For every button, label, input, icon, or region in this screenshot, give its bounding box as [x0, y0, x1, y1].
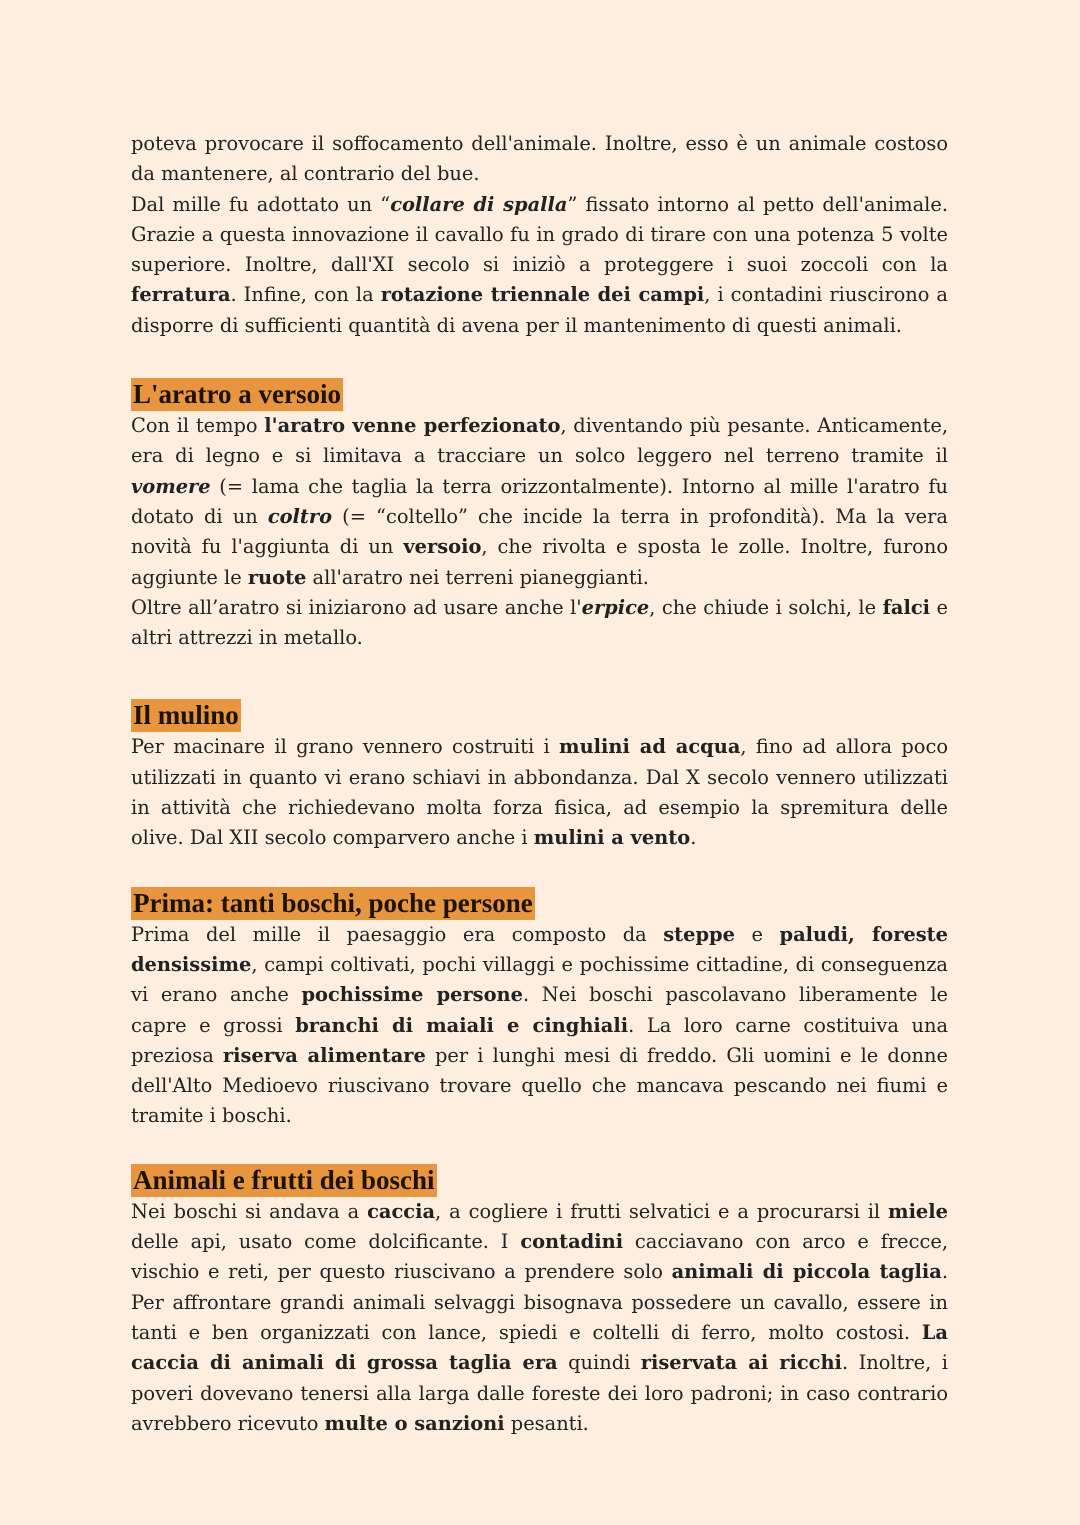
aratro-paragraph-2: Oltre all’aratro si iniziarono ad usare anche l'erpice, che chiude i solchi, le falci e altri attrezzi in metallo. [131, 595, 948, 650]
aratro-paragraph-1: Con il tempo l'aratro venne perfezionato, diventando più pesante. Anticamente, era di legno e si limitava a tracciare un solco leggero nel terreno tramite il vomere (= lama che taglia la terra orizzontalmente). Intorno al mille l'aratro fu dotato di un coltro (= “coltello” che incide la terra in profondità). Ma la vera novità fu l'aggiunta di un versoio, che rivolta e sposta le zolle. Inoltre, furono aggiunte le ruote all'aratro nei terreni pianeggianti. [131, 414, 948, 589]
animali-paragraph: Nei boschi si andava a caccia, a cogliere i frutti selvatici e a procurarsi il miele delle api, usato come dolcificante. I contadini cacciavano con arco e frecce, vischio e reti, per questo riuscivano a prendere solo animali di piccola taglia. Per affrontare grandi animali selvaggi bisognava possedere un cavallo, essere in tanti e ben organizzati con lance, spiedi e coltelli di ferro, molto costosi. La caccia di animali di grossa taglia era quindi riservata ai ricchi. Inoltre, i poveri dovevano tenersi alla larga dalle foreste dei loro padroni; in caso contrario avrebbero ricevuto multe o sanzioni pesanti. [131, 1199, 949, 1435]
erpice-term: erpice [581, 595, 650, 619]
coltro-term: coltro [267, 504, 333, 528]
intro-paragraph-1: poteva provocare il soffocamento dell'animale. Inoltre, esso è un animale costoso da mantenere, al contrario del bue. [131, 132, 948, 186]
document-page [131, 129, 948, 1439]
section-heading-aratro: L'aratro a versoio [133, 379, 341, 410]
intro-paragraph-2: Dal mille fu adottato un “collare di spalla” fissato intorno al petto dell'animale. Grazie a questa innovazione il cavallo fu in grado di tirare con una potenza 5 volte superiore. Inoltre, dall'XI secolo si iniziò a proteggere i suoi zoccoli con la ferratura. Infine, con la rotazione triennale dei campi, i contadini riuscirono a disporre di sufficienti quantità di avena per il mantenimento di questi animali. [131, 192, 948, 337]
rotazione-term: rotazione triennale dei campi [380, 283, 705, 307]
prima-paragraph: Prima del mille il paesaggio era composto da steppe e paludi, foreste densissime, campi coltivati, pochi villaggi e pochissime cittadine, di conseguenza vi erano anche pochissime persone. Nei boschi pascolavano liberamente le capre e grossi branchi di maiali e cinghiali. La loro carne costituiva una preziosa riserva alimentare per i lunghi mesi di freddo. Gli uomini e le donne dell'Alto Medioevo riuscivano trovare quello che mancava pescando nei fiumi e tramite i boschi. [131, 922, 949, 1128]
mulino-paragraph: Per macinare il grano vennero costruiti i mulini ad acqua, fino ad allora poco utilizzati in quanto vi erano schiavi in abbondanza. Dal X secolo vennero utilizzati in attività che richiedevano molta forza fisica, ad esempio la spremitura delle olive. Dal XII secolo comparvero anche i mulini a vento. [131, 735, 948, 850]
section-heading-prima: Prima: tanti boschi, poche persone [133, 887, 533, 918]
ferratura-term: ferratura [131, 283, 231, 307]
section-heading-animali: Animali e frutti dei boschi [133, 1164, 435, 1195]
collare-term: collare di spalla [390, 192, 568, 216]
section-heading-mulino: Il mulino [133, 700, 239, 731]
vomere-term: vomere [131, 474, 211, 498]
